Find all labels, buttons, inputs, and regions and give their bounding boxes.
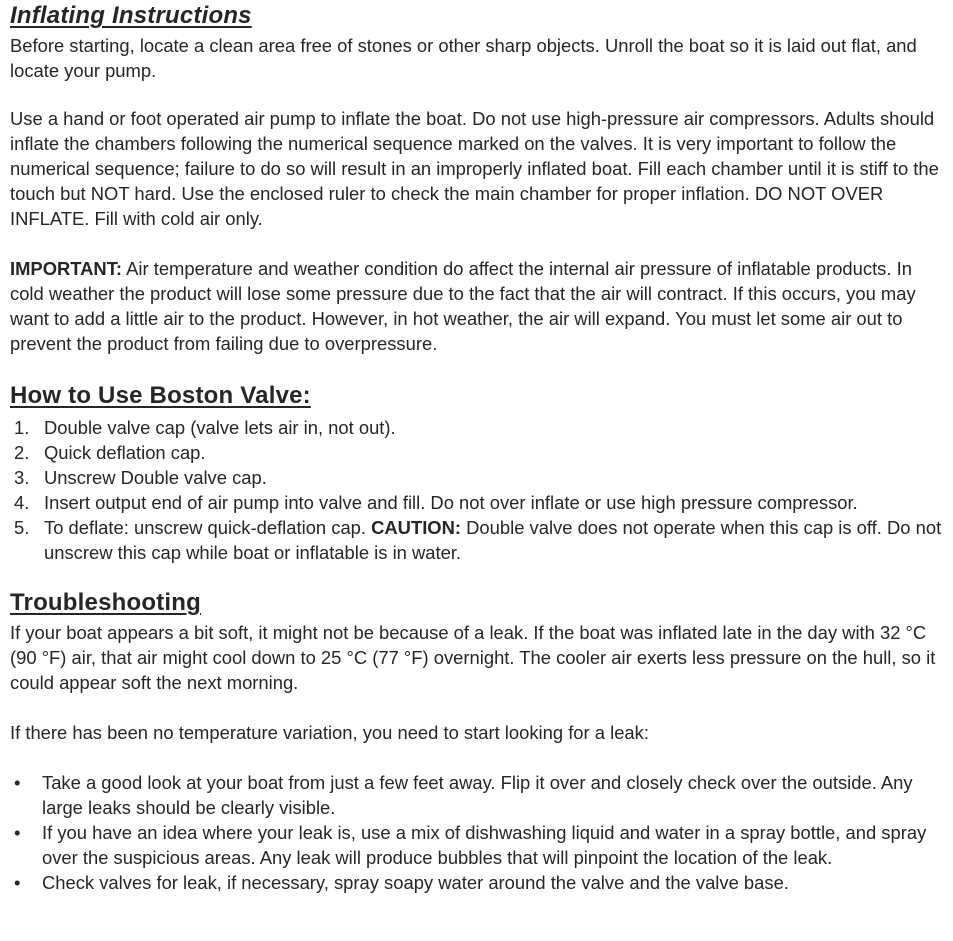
important-paragraph bbox=[10, 256, 945, 356]
important-label: IMPORTANT: bbox=[10, 258, 123, 279]
step-text: Double valve cap (valve lets air in, not out). bbox=[44, 417, 396, 438]
step-item bbox=[10, 465, 945, 490]
boston-valve-heading bbox=[10, 382, 945, 410]
bullet-item bbox=[10, 820, 945, 870]
important-text: Air temperature and weather condition do affect the internal air pressure of inflatable products. In cold weather the product will lose some pressure due to the fact that the air will contract. If this occurs, you may want to add a little air to the product. However, in hot weather, the air will expand. You must let some air out to prevent the product from failing due to overpressure. bbox=[10, 258, 916, 354]
pump-usage-paragraph: Use a hand or foot operated air pump to inflate the boat. Do not use high-pressure air compressors. Adults should inflate the chambers following the numerical sequence marked on the valves. It is very important to follow the numerical sequence; failure to do so will result in an improperly inflated boat. Fill each chamber until it is stiff to the touch but NOT hard. Use the enclosed ruler to check the main chamber for proper inflation. DO NOT OVER INFLATE. Fill with cold air only. bbox=[10, 108, 939, 229]
bullet-icon: • bbox=[14, 822, 21, 843]
step-text: Quick deflation cap. bbox=[44, 442, 206, 463]
bullet-text: Check valves for leak, if necessary, spray soapy water around the valve and the valve base. bbox=[42, 872, 789, 893]
step-text: To deflate: unscrew quick-deflation cap. CAUTION: Double valve does not operate when this cap is off. Do not unscrew this cap while boat or inflatable is in water. bbox=[44, 517, 942, 563]
troubleshooting-heading bbox=[10, 589, 945, 617]
bullet-icon: • bbox=[14, 872, 21, 893]
bullet-icon: • bbox=[14, 772, 21, 793]
soft-boat-paragraph: If your boat appears a bit soft, it might not be because of a leak. If the boat was inflated late in the day with 32 °C (90 °F) air, that air might cool down to 25 °C (77 °F) overnight. The cooler air exerts less pressure on the hull, so it could appear soft the next morning. bbox=[10, 622, 936, 693]
inflating-instructions-heading-text: Inflating Instructions bbox=[10, 2, 252, 29]
bullet-text: If you have an idea where your leak is, use a mix of dishwashing liquid and water in a spray bottle, and spray over the suspicious areas. Any leak will produce bubbles that will pinpoint the location of the leak. bbox=[42, 822, 927, 868]
step-item bbox=[10, 490, 945, 515]
troubleshooting-heading-text: Troubleshooting bbox=[10, 589, 201, 616]
step-number: 5. bbox=[14, 517, 30, 538]
bullet-text: Take a good look at your boat from just a few feet away. Flip it over and closely check over the outside. Any large leaks should be clearly visible. bbox=[42, 772, 913, 818]
bullet-item bbox=[10, 870, 945, 895]
leak-check-bullet-list bbox=[10, 770, 945, 895]
step-number: 1. bbox=[14, 417, 30, 438]
leak-search-intro-paragraph: If there has been no temperature variation, you need to start looking for a leak: bbox=[10, 722, 649, 743]
step-text: Insert output end of air pump into valve and fill. Do not over inflate or use high pressure compressor. bbox=[44, 492, 858, 513]
step-item bbox=[10, 440, 945, 465]
step-item bbox=[10, 515, 945, 565]
intro-paragraph: Before starting, locate a clean area free of stones or other sharp objects. Unroll the boat so it is laid out flat, and locate your pump. bbox=[10, 35, 917, 81]
step-item bbox=[10, 415, 945, 440]
step-text: Unscrew Double valve cap. bbox=[44, 467, 267, 488]
step-number: 4. bbox=[14, 492, 30, 513]
inflating-instructions-heading bbox=[10, 2, 945, 30]
boston-valve-heading-text: How to Use Boston Valve: bbox=[10, 382, 311, 409]
bullet-item bbox=[10, 770, 945, 820]
boston-valve-steps-list bbox=[10, 415, 945, 565]
step-number: 2. bbox=[14, 442, 30, 463]
step-number: 3. bbox=[14, 467, 30, 488]
caution-label: CAUTION: bbox=[371, 517, 462, 538]
